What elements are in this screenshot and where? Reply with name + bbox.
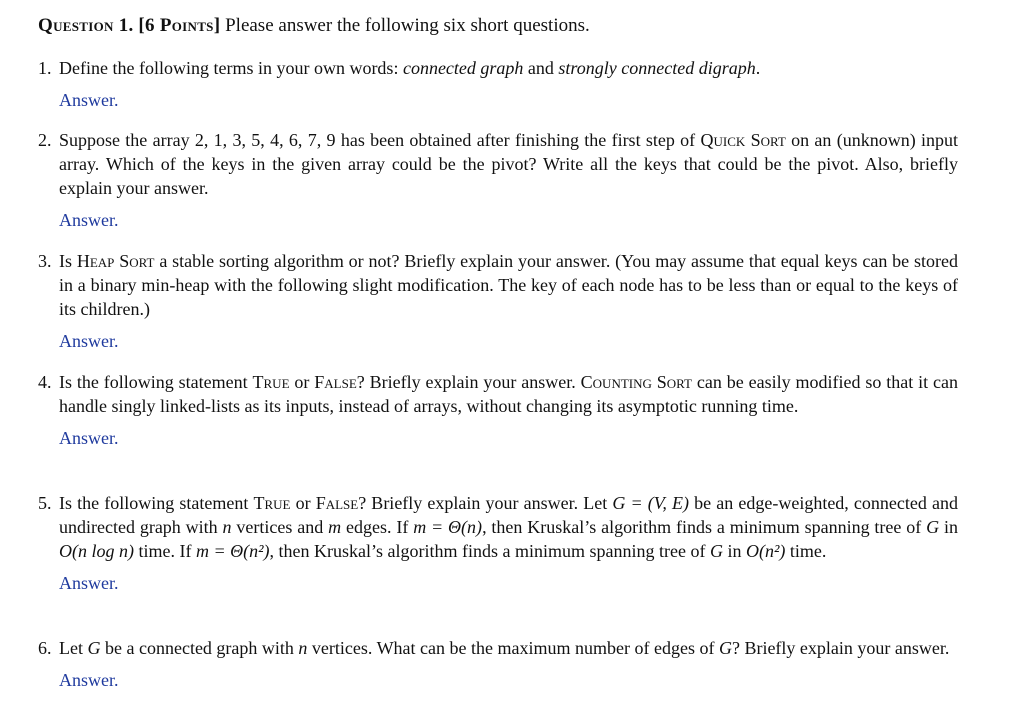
question-number: 2. xyxy=(38,130,52,150)
answer-label: Answer. xyxy=(59,670,119,690)
question-header xyxy=(38,14,590,38)
question-text: Is Heap Sort a stable sorting algorithm or not? Briefly explain your answer. (You may assume that equal keys can be stored in a binary min-heap with the following slight modification. The key of each node has to be less than or equal to the keys of its children.) xyxy=(59,251,958,319)
question-number: 1. xyxy=(38,58,52,78)
answer-label: Answer. xyxy=(59,428,119,448)
header-instruction: Please answer the following six short questions. xyxy=(220,15,590,36)
question-text: Define the following terms in your own words: connected graph and strongly connected digraph. xyxy=(59,58,761,78)
question-text: Let G be a connected graph with n vertices. What can be the maximum number of edges of G? Briefly explain your answer. xyxy=(59,638,950,658)
question-item-2 xyxy=(38,128,958,231)
question-item-1 xyxy=(38,56,958,111)
points-label: [6 Points] xyxy=(138,15,221,36)
question-item-3 xyxy=(38,249,958,352)
answer-label: Answer. xyxy=(59,210,119,230)
question-item-6 xyxy=(38,636,958,691)
question-number: 6. xyxy=(38,638,52,658)
question-text: Is the following statement True or False? Briefly explain your answer. Counting Sort can be easily modified so that it can handle singly linked-lists as its inputs, instead of arrays, without changing its asymptotic running time. xyxy=(59,372,958,416)
answer-label: Answer. xyxy=(59,573,119,593)
question-item-4 xyxy=(38,370,958,449)
question-text: Is the following statement True or False? Briefly explain your answer. Let G = (V, E) be an edge-weighted, connected and undirected graph with n vertices and m edges. If m = Θ(n), then Kruskal’s algorithm finds a minimum spanning tree of G in O(n log n) time. If m = Θ(n²), then Kruskal’s algorithm finds a minimum spanning tree of G in O(n²) time. xyxy=(59,493,959,561)
question-number: 4. xyxy=(38,372,52,392)
question-item-5 xyxy=(38,491,958,594)
question-number: 3. xyxy=(38,251,52,271)
question-label: Question 1. xyxy=(38,15,134,36)
answer-label: Answer. xyxy=(59,90,119,110)
question-text: Suppose the array 2, 1, 3, 5, 4, 6, 7, 9 has been obtained after finishing the first step of Quick Sort on an (unknown) input array. Which of the keys in the given array could be the pivot? Write all the keys that could be the pivot. Also, briefly explain your answer. xyxy=(59,130,958,198)
question-number: 5. xyxy=(38,493,52,513)
answer-label: Answer. xyxy=(59,331,119,351)
